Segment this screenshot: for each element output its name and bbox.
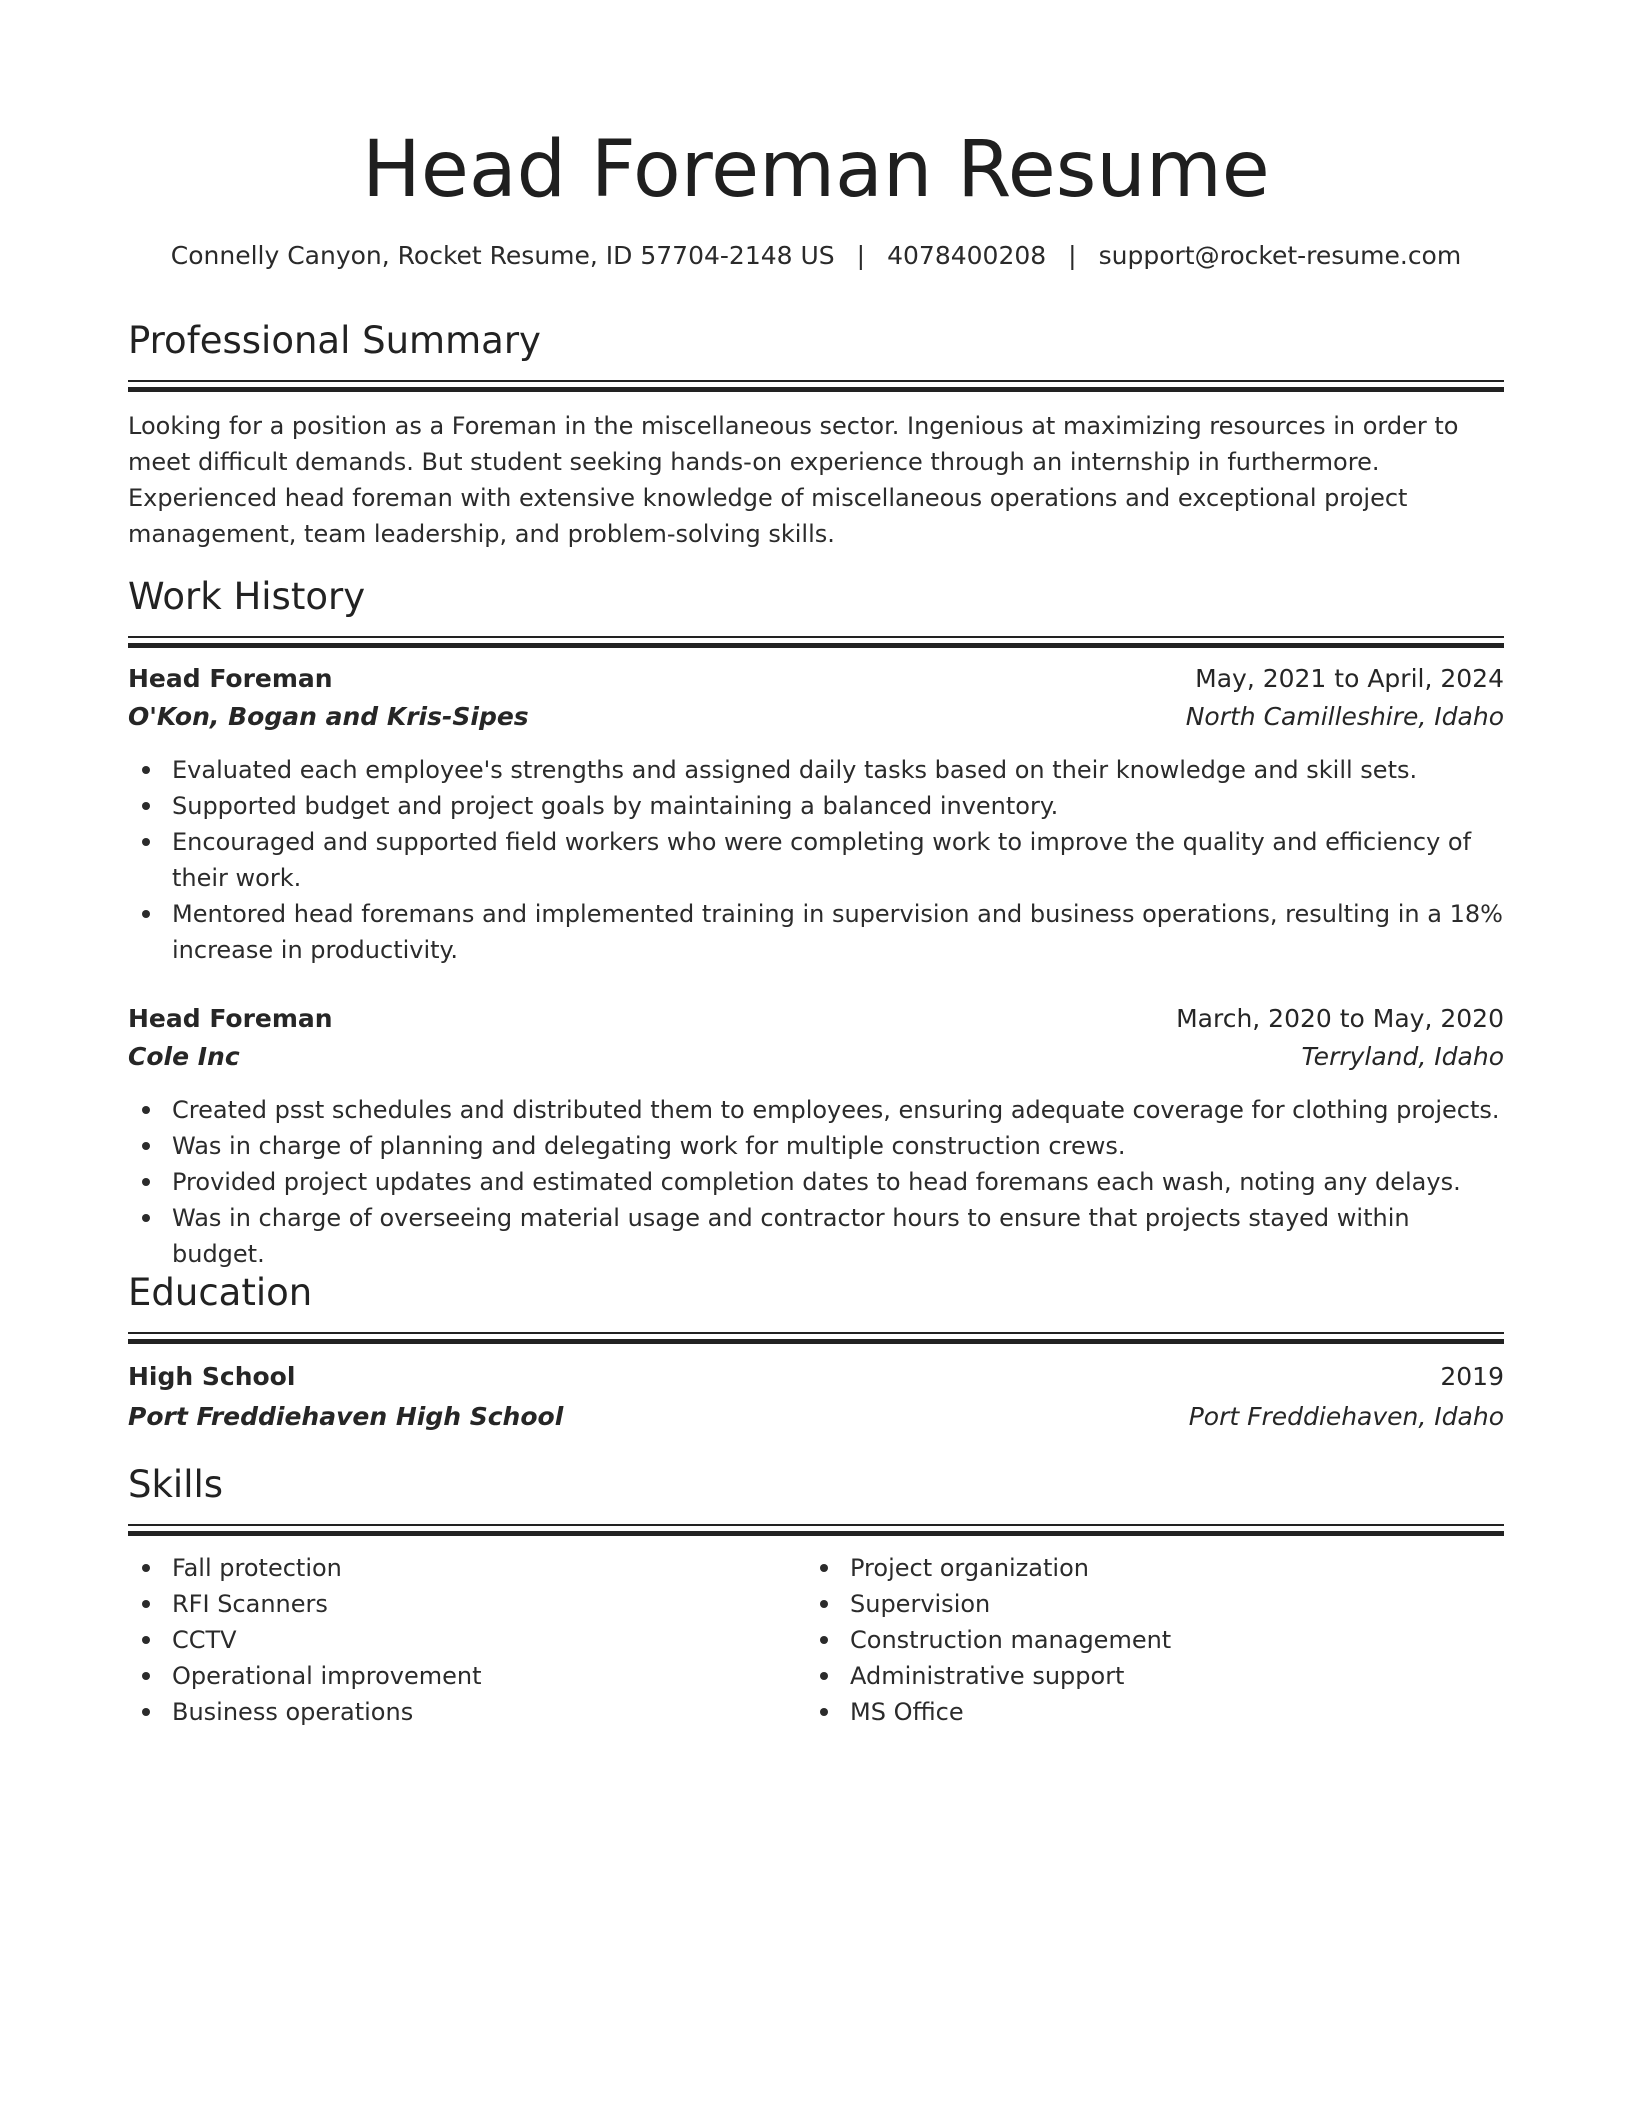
education-location: Port Freddiehaven, Idaho (1188, 1402, 1504, 1431)
job-company-row (128, 1038, 1504, 1076)
list-item: Supported budget and project goals by maintaining a balanced inventory. (128, 788, 1504, 824)
skill-item: Fall protection (128, 1550, 806, 1586)
job-header-row (128, 660, 1504, 698)
section-title-skills: Skills (128, 1463, 224, 1506)
skill-item: Administrative support (806, 1658, 1484, 1694)
job-header-row (128, 1000, 1504, 1038)
skill-item: MS Office (806, 1694, 1484, 1730)
list-item: Was in charge of planning and delegating work for multiple construction crews. (128, 1128, 1504, 1164)
list-item: Created psst schedules and distributed them to employees, ensuring adequate coverage for clothing projects. (128, 1092, 1504, 1128)
section-title-education: Education (128, 1271, 313, 1314)
section-title-work-history: Work History (128, 575, 366, 618)
summary-text: Looking for a position as a Foreman in the miscellaneous sector. Ingenious at maximizing resources in order to meet difficult demands. But student seeking hands-on experience through an internship in furthermore. Experienced head foreman with extensive knowledge of miscellaneous operations and exceptional project management, team leadership, and problem-solving skills. (128, 412, 1459, 548)
job-entry (128, 1000, 1504, 1272)
skill-item: Operational improvement (128, 1658, 806, 1694)
education-degree: High School (128, 1362, 296, 1391)
list-item: Encouraged and supported field workers who were completing work to improve the quality and efficiency of their work. (128, 824, 1504, 896)
contact-phone: 4078400208 (887, 241, 1047, 270)
resume-title: Head Foreman Resume (362, 125, 1270, 215)
section-divider (128, 380, 1504, 392)
job-company: Cole Inc (128, 1042, 240, 1071)
list-item: Provided project updates and estimated completion dates to head foremans each wash, noting any delays. (128, 1164, 1504, 1200)
skill-item: Supervision (806, 1586, 1484, 1622)
job-title: Head Foreman (128, 664, 333, 693)
job-dates: May, 2021 to April, 2024 (1195, 664, 1504, 693)
education-year: 2019 (1440, 1362, 1504, 1391)
work-history-section (128, 572, 1504, 1272)
skill-item: Construction management (806, 1622, 1484, 1658)
contact-separator: | (1068, 241, 1077, 270)
job-entry (128, 660, 1504, 968)
job-location: Terryland, Idaho (1301, 1042, 1504, 1071)
list-item: Was in charge of overseeing material usage and contractor hours to ensure that projects stayed within budget. (128, 1200, 1504, 1272)
skill-item: Project organization (806, 1550, 1484, 1586)
job-dates: March, 2020 to May, 2020 (1176, 1004, 1504, 1033)
education-header-row (128, 1358, 1504, 1396)
education-school: Port Freddiehaven High School (128, 1402, 564, 1431)
contact-email: support@rocket-resume.com (1098, 241, 1462, 270)
job-title: Head Foreman (128, 1004, 333, 1033)
education-entry (128, 1358, 1504, 1436)
contact-line (128, 238, 1504, 274)
job-duties-list (128, 752, 1504, 968)
section-divider (128, 1524, 1504, 1536)
list-item: Evaluated each employee's strengths and assigned daily tasks based on their knowledge and skill sets. (128, 752, 1504, 788)
skill-item: CCTV (128, 1622, 806, 1658)
skills-columns (128, 1550, 1504, 1730)
education-section (128, 1268, 1504, 1436)
summary-section (128, 316, 1504, 552)
skills-section (128, 1460, 1504, 1730)
education-school-row (128, 1398, 1504, 1436)
job-company: O'Kon, Bogan and Kris-Sipes (128, 702, 529, 731)
job-duties-list (128, 1092, 1504, 1272)
job-company-row (128, 698, 1504, 736)
contact-separator: | (856, 241, 866, 270)
skills-list-left (128, 1550, 806, 1730)
section-divider (128, 1332, 1504, 1344)
skills-list-right (806, 1550, 1484, 1730)
skill-item: RFI Scanners (128, 1586, 806, 1622)
list-item: Mentored head foremans and implemented training in supervision and business operations, resulting in a 18% increase in productivity. (128, 896, 1504, 968)
contact-address: Connelly Canyon, Rocket Resume, ID 57704-2148 US (170, 241, 835, 270)
section-divider (128, 636, 1504, 648)
job-location: North Camilleshire, Idaho (1185, 702, 1504, 731)
section-title-summary: Professional Summary (128, 319, 541, 362)
skill-item: Business operations (128, 1694, 806, 1730)
